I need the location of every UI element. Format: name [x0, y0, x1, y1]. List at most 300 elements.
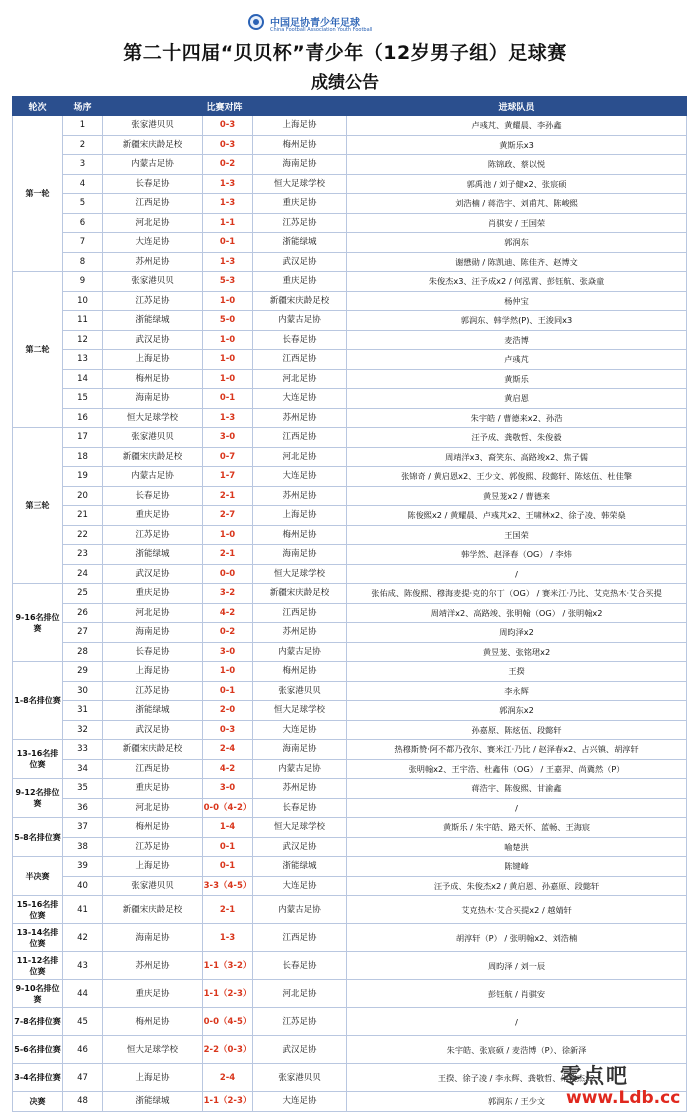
away-team: 恒大足球学校 [253, 818, 347, 838]
header-round: 轮次 [13, 97, 63, 116]
scorers: 肖骐安 / 王国荣 [347, 213, 687, 233]
score: 2-4 [203, 1064, 253, 1092]
scorers: 蒋浩宇、陈俊熙、甘渝鑫 [347, 779, 687, 799]
home-team: 梅州足协 [103, 1008, 203, 1036]
round-label: 决赛 [13, 1092, 63, 1112]
away-team: 内蒙古足协 [253, 759, 347, 779]
score: 2-4 [203, 740, 253, 760]
home-team: 长春足协 [103, 174, 203, 194]
match-no: 46 [63, 1036, 103, 1064]
score: 1-3 [203, 924, 253, 952]
table-row [13, 603, 687, 623]
scorers: 张佑成、陈俊熙、穆海麦提·克的尔丁（OG） / 赛米江·乃比、艾克热木·艾合买提 [347, 584, 687, 604]
away-team: 苏州足协 [253, 779, 347, 799]
match-no: 11 [63, 311, 103, 331]
match-no: 40 [63, 876, 103, 896]
table-row [13, 389, 687, 409]
round-label: 7-8名排位赛 [13, 1008, 63, 1036]
home-team: 恒大足球学校 [103, 408, 203, 428]
match-no: 18 [63, 447, 103, 467]
round-label: 13-14名排位赛 [13, 924, 63, 952]
home-team: 张家港贝贝 [103, 116, 203, 136]
table-row [13, 408, 687, 428]
match-no: 22 [63, 525, 103, 545]
match-no: 14 [63, 369, 103, 389]
home-team: 浙能绿城 [103, 545, 203, 565]
home-team: 重庆足协 [103, 779, 203, 799]
table-row [13, 798, 687, 818]
round-label: 13-16名排位赛 [13, 740, 63, 779]
score: 1-0 [203, 369, 253, 389]
away-team: 江西足协 [253, 603, 347, 623]
score: 3-0 [203, 642, 253, 662]
away-team: 长春足协 [253, 798, 347, 818]
score: 0-7 [203, 447, 253, 467]
table-row [13, 506, 687, 526]
scorers: 周昀泽x2 [347, 623, 687, 643]
score: 1-7 [203, 467, 253, 487]
match-no: 30 [63, 681, 103, 701]
home-team: 武汉足协 [103, 330, 203, 350]
home-team: 长春足协 [103, 642, 203, 662]
score: 2-0 [203, 701, 253, 721]
round-label: 9-16名排位赛 [13, 584, 63, 662]
scorers: 彭钰航 / 肖骐安 [347, 980, 687, 1008]
scorers: 郭润东x2 [347, 701, 687, 721]
scorers: 郭润东、韩学然(P)、王浚同x3 [347, 311, 687, 331]
score: 1-0 [203, 350, 253, 370]
table-row [13, 447, 687, 467]
away-team: 海南足协 [253, 740, 347, 760]
home-team: 武汉足协 [103, 564, 203, 584]
round-label: 第一轮 [13, 116, 63, 272]
table-row [13, 213, 687, 233]
table-row [13, 952, 687, 980]
round-label: 半决赛 [13, 857, 63, 896]
match-no: 7 [63, 233, 103, 253]
scorers: 孙嘉原、陈炫伍、段懿轩 [347, 720, 687, 740]
score: 0-2 [203, 623, 253, 643]
table-row [13, 486, 687, 506]
cfa-logo-icon [248, 14, 264, 30]
away-team: 海南足协 [253, 155, 347, 175]
scorers: 卢彧芃 [347, 350, 687, 370]
away-team: 江苏足协 [253, 1008, 347, 1036]
score: 1-0 [203, 330, 253, 350]
away-team: 苏州足协 [253, 408, 347, 428]
scorers: / [347, 798, 687, 818]
match-no: 29 [63, 662, 103, 682]
table-row [13, 116, 687, 136]
home-team: 上海足协 [103, 857, 203, 877]
away-team: 梅州足协 [253, 135, 347, 155]
match-no: 41 [63, 896, 103, 924]
score: 1-0 [203, 662, 253, 682]
match-no: 23 [63, 545, 103, 565]
match-no: 43 [63, 952, 103, 980]
score: 1-1 [203, 213, 253, 233]
table-row [13, 720, 687, 740]
match-no: 45 [63, 1008, 103, 1036]
table-row [13, 369, 687, 389]
table-header-row [13, 97, 687, 116]
away-team: 张家港贝贝 [253, 1064, 347, 1092]
match-no: 4 [63, 174, 103, 194]
away-team: 大连足协 [253, 389, 347, 409]
home-team: 河北足协 [103, 798, 203, 818]
scorers: 周靖洋x2、高路竣、张明翰（OG） / 张明翰x2 [347, 603, 687, 623]
away-team: 江西足协 [253, 924, 347, 952]
score: 2-1 [203, 486, 253, 506]
table-row [13, 779, 687, 799]
match-no: 35 [63, 779, 103, 799]
away-team: 武汉足协 [253, 1036, 347, 1064]
score: 1-0 [203, 525, 253, 545]
scorers: 胡淳轩（P） / 张明翰x2、刘浩楠 [347, 924, 687, 952]
score: 5-0 [203, 311, 253, 331]
home-team: 新疆宋庆龄足校 [103, 135, 203, 155]
table-row [13, 759, 687, 779]
away-team: 江苏足协 [253, 213, 347, 233]
away-team: 内蒙古足协 [253, 311, 347, 331]
table-row [13, 545, 687, 565]
match-no: 48 [63, 1092, 103, 1112]
match-no: 3 [63, 155, 103, 175]
away-team: 内蒙古足协 [253, 896, 347, 924]
watermark-logo: 零点吧 [560, 1064, 629, 1088]
score: 3-3（4-5） [203, 876, 253, 896]
match-no: 17 [63, 428, 103, 448]
table-row [13, 1008, 687, 1036]
match-no: 16 [63, 408, 103, 428]
match-no: 2 [63, 135, 103, 155]
round-label: 9-12名排位赛 [13, 779, 63, 818]
home-team: 内蒙古足协 [103, 467, 203, 487]
score: 1-3 [203, 252, 253, 272]
home-team: 浙能绿城 [103, 701, 203, 721]
away-team: 河北足协 [253, 369, 347, 389]
home-team: 浙能绿城 [103, 311, 203, 331]
scorers: 朱宇皓、张宸硕 / 麦浩博（P）、徐新泽 [347, 1036, 687, 1064]
scorers: 汪予成、朱俊杰x2 / 黄启恩、孙嘉原、段懿轩 [347, 876, 687, 896]
home-team: 大连足协 [103, 233, 203, 253]
scorers: 黄斯乐 / 朱宇皓、路天怀、蓝畅、王海宸 [347, 818, 687, 838]
score: 0-1 [203, 233, 253, 253]
score: 0-3 [203, 135, 253, 155]
away-team: 上海足协 [253, 506, 347, 526]
score: 1-3 [203, 408, 253, 428]
score: 2-2（0-3） [203, 1036, 253, 1064]
scorers: 黄昱茏x2 / 曹德来 [347, 486, 687, 506]
match-no: 33 [63, 740, 103, 760]
score: 1-3 [203, 174, 253, 194]
scorers: 刘浩楠 / 蒋浩宇、刘甫芃、陈峻熙 [347, 194, 687, 214]
table-body [13, 116, 687, 1112]
home-team: 新疆宋庆龄足校 [103, 740, 203, 760]
match-no: 25 [63, 584, 103, 604]
away-team: 梅州足协 [253, 525, 347, 545]
scorers: 郭润东 / 王少文 [347, 1092, 687, 1112]
away-team: 武汉足协 [253, 252, 347, 272]
results-table [12, 96, 687, 1112]
away-team: 恒大足球学校 [253, 174, 347, 194]
home-team: 江西足协 [103, 759, 203, 779]
score: 0-0（4-5） [203, 1008, 253, 1036]
home-team: 恒大足球学校 [103, 1036, 203, 1064]
scorers: 热穆斯赞·阿不都乃孜尔、赛米江·乃比 / 赵泽春x2、占兴镇、胡淳轩 [347, 740, 687, 760]
match-no: 21 [63, 506, 103, 526]
match-no: 32 [63, 720, 103, 740]
home-team: 江苏足协 [103, 525, 203, 545]
table-row [13, 252, 687, 272]
round-label: 9-10名排位赛 [13, 980, 63, 1008]
match-no: 44 [63, 980, 103, 1008]
away-team: 武汉足协 [253, 837, 347, 857]
round-label: 5-8名排位赛 [13, 818, 63, 857]
away-team: 浙能绿城 [253, 233, 347, 253]
match-no: 37 [63, 818, 103, 838]
match-no: 8 [63, 252, 103, 272]
scorers: 杨仲宝 [347, 291, 687, 311]
away-team: 上海足协 [253, 116, 347, 136]
home-team: 江苏足协 [103, 291, 203, 311]
match-no: 36 [63, 798, 103, 818]
score: 4-2 [203, 603, 253, 623]
away-team: 新疆宋庆龄足校 [253, 584, 347, 604]
table-row [13, 428, 687, 448]
scorers: 周昀泽 / 刘一辰 [347, 952, 687, 980]
match-no: 27 [63, 623, 103, 643]
home-team: 江西足协 [103, 194, 203, 214]
home-team: 海南足协 [103, 623, 203, 643]
round-label: 第二轮 [13, 272, 63, 428]
table-row [13, 174, 687, 194]
home-team: 张家港贝贝 [103, 876, 203, 896]
away-team: 苏州足协 [253, 486, 347, 506]
score: 0-0（4-2） [203, 798, 253, 818]
score: 1-4 [203, 818, 253, 838]
home-team: 张家港贝贝 [103, 272, 203, 292]
table-row [13, 135, 687, 155]
scorers: 艾克热木·艾合买提x2 / 越婧轩 [347, 896, 687, 924]
round-label: 第三轮 [13, 428, 63, 584]
score: 2-7 [203, 506, 253, 526]
table-row [13, 818, 687, 838]
header-scorers: 进球队员 [347, 97, 687, 116]
home-team: 重庆足协 [103, 980, 203, 1008]
scorers: 郭润东 [347, 233, 687, 253]
home-team: 海南足协 [103, 389, 203, 409]
scorers: 陈俊熙x2 / 黄耀晨、卢彧芃x2、王啸林x2、徐子凌、韩荣燊 [347, 506, 687, 526]
score: 0-1 [203, 681, 253, 701]
header [0, 0, 690, 96]
scorers: 黄启恩 [347, 389, 687, 409]
away-team: 重庆足协 [253, 272, 347, 292]
home-team: 上海足协 [103, 662, 203, 682]
away-team: 新疆宋庆龄足校 [253, 291, 347, 311]
header-match: 比赛对阵 [103, 97, 347, 116]
home-team: 上海足协 [103, 350, 203, 370]
away-team: 河北足协 [253, 447, 347, 467]
match-no: 24 [63, 564, 103, 584]
home-team: 重庆足协 [103, 584, 203, 604]
match-no: 6 [63, 213, 103, 233]
home-team: 内蒙古足协 [103, 155, 203, 175]
table-row [13, 642, 687, 662]
table-row [13, 701, 687, 721]
home-team: 新疆宋庆龄足校 [103, 447, 203, 467]
page-title: 第二十四届“贝贝杯”青少年（12岁男子组）足球赛 [123, 42, 567, 64]
table-row [13, 837, 687, 857]
round-label: 15-16名排位赛 [13, 896, 63, 924]
match-no: 10 [63, 291, 103, 311]
away-team: 大连足协 [253, 1092, 347, 1112]
table-row [13, 662, 687, 682]
away-team: 重庆足协 [253, 194, 347, 214]
table-row [13, 564, 687, 584]
home-team: 梅州足协 [103, 369, 203, 389]
home-team: 江苏足协 [103, 681, 203, 701]
score: 1-1（2-3） [203, 1092, 253, 1112]
table-row [13, 350, 687, 370]
home-team: 梅州足协 [103, 818, 203, 838]
match-no: 20 [63, 486, 103, 506]
scorers: 张明翰x2、王宇浩、杜鑫伟（OG） / 王嘉羿、尚冀然（P） [347, 759, 687, 779]
table-row [13, 876, 687, 896]
match-no: 28 [63, 642, 103, 662]
watermark-url: www.Ldb.cc [566, 1088, 681, 1108]
away-team: 大连足协 [253, 720, 347, 740]
table-row [13, 155, 687, 175]
table-row [13, 311, 687, 331]
score: 3-0 [203, 779, 253, 799]
table-row [13, 740, 687, 760]
match-no: 15 [63, 389, 103, 409]
home-team: 重庆足协 [103, 506, 203, 526]
home-team: 苏州足协 [103, 252, 203, 272]
score: 2-1 [203, 896, 253, 924]
scorers: 王国荣 [347, 525, 687, 545]
home-team: 长春足协 [103, 486, 203, 506]
away-team: 梅州足协 [253, 662, 347, 682]
page-subtitle: 成绩公告 [311, 73, 379, 93]
match-no: 5 [63, 194, 103, 214]
score: 1-1（3-2） [203, 952, 253, 980]
score: 4-2 [203, 759, 253, 779]
round-label: 11-12名排位赛 [13, 952, 63, 980]
score: 1-0 [203, 291, 253, 311]
score: 5-3 [203, 272, 253, 292]
match-no: 19 [63, 467, 103, 487]
match-no: 31 [63, 701, 103, 721]
score: 0-0 [203, 564, 253, 584]
home-team: 新疆宋庆龄足校 [103, 896, 203, 924]
match-no: 34 [63, 759, 103, 779]
scorers: 麦浩博 [347, 330, 687, 350]
table-row [13, 272, 687, 292]
scorers: 谢懋勋 / 陈凯迪、陈佳齐、赵博文 [347, 252, 687, 272]
table-row [13, 896, 687, 924]
org-name: 中国足协青少年足球 [270, 18, 360, 29]
scorers: / [347, 1008, 687, 1036]
table-row [13, 525, 687, 545]
scorers: 王揆、徐子凌 / 李永辉、龚敬哲、朱俊杰x2 [347, 1064, 687, 1092]
home-team: 江苏足协 [103, 837, 203, 857]
table-row [13, 330, 687, 350]
round-label: 3-4名排位赛 [13, 1064, 63, 1092]
away-team: 张家港贝贝 [253, 681, 347, 701]
scorers: 周靖洋x3、裔笑东、高路竣x2、焦子儒 [347, 447, 687, 467]
home-team: 河北足协 [103, 213, 203, 233]
home-team: 浙能绿城 [103, 1092, 203, 1112]
away-team: 苏州足协 [253, 623, 347, 643]
away-team: 大连足协 [253, 467, 347, 487]
round-label: 1-8名排位赛 [13, 662, 63, 740]
header-no: 场序 [63, 97, 103, 116]
match-no: 42 [63, 924, 103, 952]
table-row [13, 857, 687, 877]
table-row [13, 194, 687, 214]
match-no: 13 [63, 350, 103, 370]
scorers: 陈锦政、蔡以悦 [347, 155, 687, 175]
match-no: 26 [63, 603, 103, 623]
table-row [13, 681, 687, 701]
scorers: 黄斯乐 [347, 369, 687, 389]
table-row [13, 291, 687, 311]
scorers: 朱俊杰x3、汪予成x2 / 何泓霄、彭钰航、张焱童 [347, 272, 687, 292]
table-row [13, 924, 687, 952]
home-team: 河北足协 [103, 603, 203, 623]
away-team: 内蒙古足协 [253, 642, 347, 662]
scorers: 朱宇皓 / 曹德来x2、孙浩 [347, 408, 687, 428]
away-team: 长春足协 [253, 330, 347, 350]
org-name-en: China Football Association Youth Football [270, 27, 373, 33]
scorers: 王揆 [347, 662, 687, 682]
match-no: 47 [63, 1064, 103, 1092]
home-team: 苏州足协 [103, 952, 203, 980]
score: 0-1 [203, 389, 253, 409]
away-team: 大连足协 [253, 876, 347, 896]
scorers: 喻楚洪 [347, 837, 687, 857]
match-no: 12 [63, 330, 103, 350]
away-team: 恒大足球学校 [253, 564, 347, 584]
scorers: 卢彧芃、黄耀晨、李孙鑫 [347, 116, 687, 136]
round-label: 5-6名排位赛 [13, 1036, 63, 1064]
table-row [13, 980, 687, 1008]
score: 0-3 [203, 116, 253, 136]
scorers: 陈键峰 [347, 857, 687, 877]
home-team: 武汉足协 [103, 720, 203, 740]
scorers: 韩学然、赵泽春（OG） / 李炜 [347, 545, 687, 565]
table-row [13, 584, 687, 604]
scorers: 李永辉 [347, 681, 687, 701]
scorers: / [347, 564, 687, 584]
home-team: 上海足协 [103, 1064, 203, 1092]
scorers: 黄昱茏、张铭珺x2 [347, 642, 687, 662]
score: 2-1 [203, 545, 253, 565]
score: 0-1 [203, 837, 253, 857]
away-team: 江西足协 [253, 350, 347, 370]
match-no: 39 [63, 857, 103, 877]
match-no: 9 [63, 272, 103, 292]
score: 0-2 [203, 155, 253, 175]
home-team: 张家港贝贝 [103, 428, 203, 448]
away-team: 海南足协 [253, 545, 347, 565]
scorers: 黄斯乐x3 [347, 135, 687, 155]
score: 1-1（2-3） [203, 980, 253, 1008]
scorers: 汪予成、龚敬哲、朱俊毅 [347, 428, 687, 448]
table-row [13, 623, 687, 643]
